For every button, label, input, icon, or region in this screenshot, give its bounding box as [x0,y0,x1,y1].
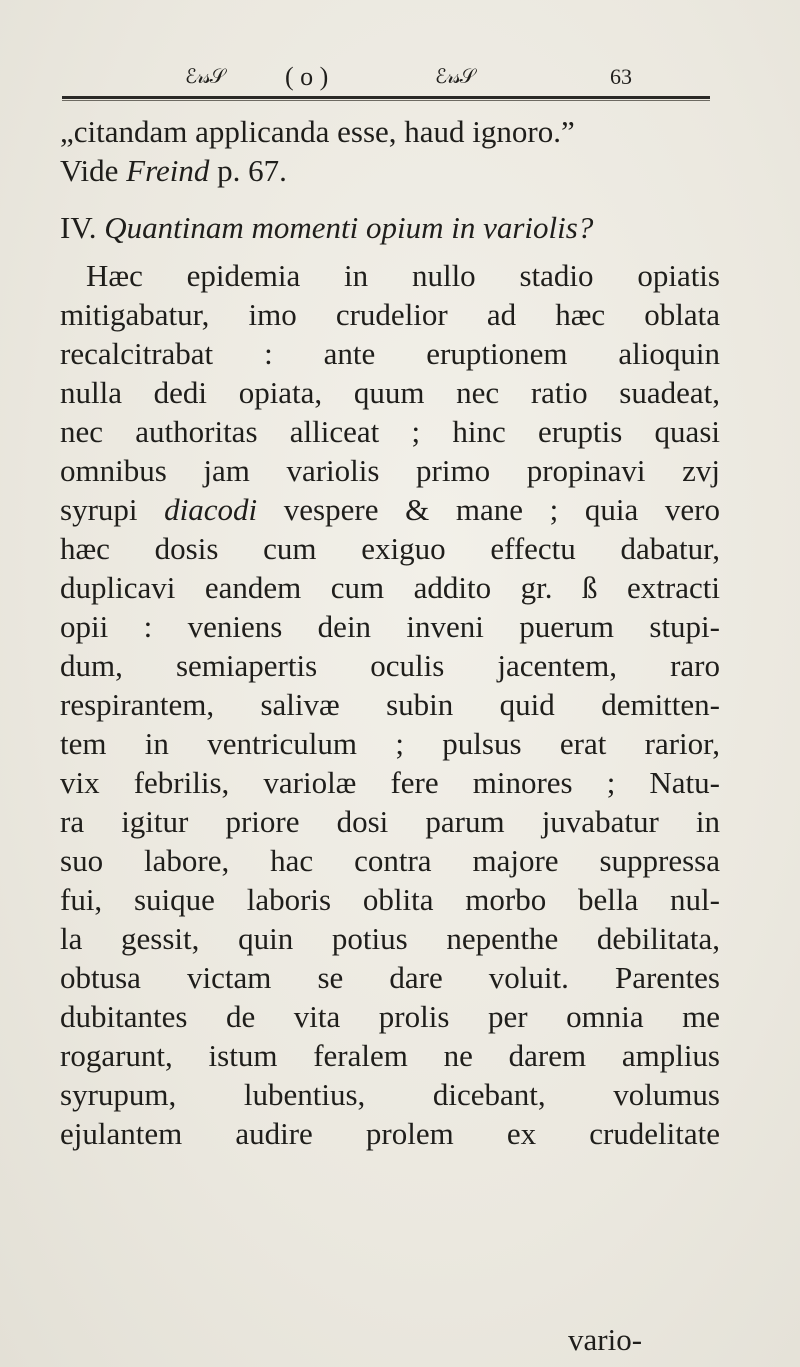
text-fragment: Vide [60,153,127,188]
section-number: IV. [60,210,105,245]
text-line: syrupum, lubentius, dicebant, volumus [60,1077,720,1112]
text-line: respirantem, salivæ subin quid demitten- [60,687,720,722]
header-center-text: ( o ) [285,62,329,91]
text-line: duplicavi eandem cum addito gr. ß extracti [60,570,720,605]
text-line [60,490,720,529]
header-rule-thin [62,100,710,101]
text-line: nec authoritas alliceat ; hinc eruptis quasi [60,414,720,449]
text-line: tem in ventriculum ; pulsus erat rarior, [60,726,720,761]
body-text [60,112,720,1153]
text-line: nulla dedi opiata, quum nec ratio suadeat, [60,375,720,410]
running-header [185,62,630,98]
text-line: la gessit, quin potius nepenthe debilitata, [60,921,720,956]
text-line: obtusa victam se dare voluit. Parentes [60,960,720,995]
text-fragment-italic: Freind [126,153,210,188]
text-line: fui, suique laboris oblita morbo bella nul- [60,882,720,917]
header-ornament-right: ℰ𝓇𝓈𝒮 [435,64,475,88]
page-number: 63 [610,64,632,89]
text-line: ra igitur priore dosi parum juvabatur in [60,804,720,839]
text-line: ejulantem audire prolem ex crudelitate [60,1116,720,1151]
text-line: recalcitrabat : ante eruptionem alioquin [60,336,720,371]
text-line: opii : veniens dein inveni puerum stupi- [60,609,720,644]
header-ornament-left: ℰ𝓇𝓈𝒮 [185,64,225,88]
text-line: vix febrilis, variolæ fere minores ; Natu- [60,765,720,800]
text-line: Hæc epidemia in nullo stadio opiatis [86,258,720,293]
section-title: Quantinam momenti opium in variolis? [104,210,594,245]
header-rule [62,96,710,99]
text-line: hæc dosis cum exiguo effectu dabatur, [60,531,720,566]
catchword: vario- [568,1322,643,1357]
text-line: dubitantes de vita prolis per omnia me [60,999,720,1034]
text-line: mitigabatur, imo crudelior ad hæc oblata [60,297,720,332]
text-fragment: syrupi [60,492,165,527]
text-line: rogarunt, istum feralem ne darem amplius [60,1038,720,1073]
section-heading [60,208,720,247]
text-fragment: vespere & mane ; quia vero [257,492,721,527]
text-fragment: p. 67. [209,153,287,188]
text-line: suo labore, hac contra majore suppressa [60,843,720,878]
text-line: „citandam applicanda esse, haud ignoro.” [60,114,575,149]
text-line [60,151,720,190]
text-line: omnibus jam variolis primo propinavi zvj [60,453,720,488]
text-fragment-italic: diacodi [164,492,258,527]
text-line: dum, semiapertis oculis jacentem, raro [60,648,720,683]
